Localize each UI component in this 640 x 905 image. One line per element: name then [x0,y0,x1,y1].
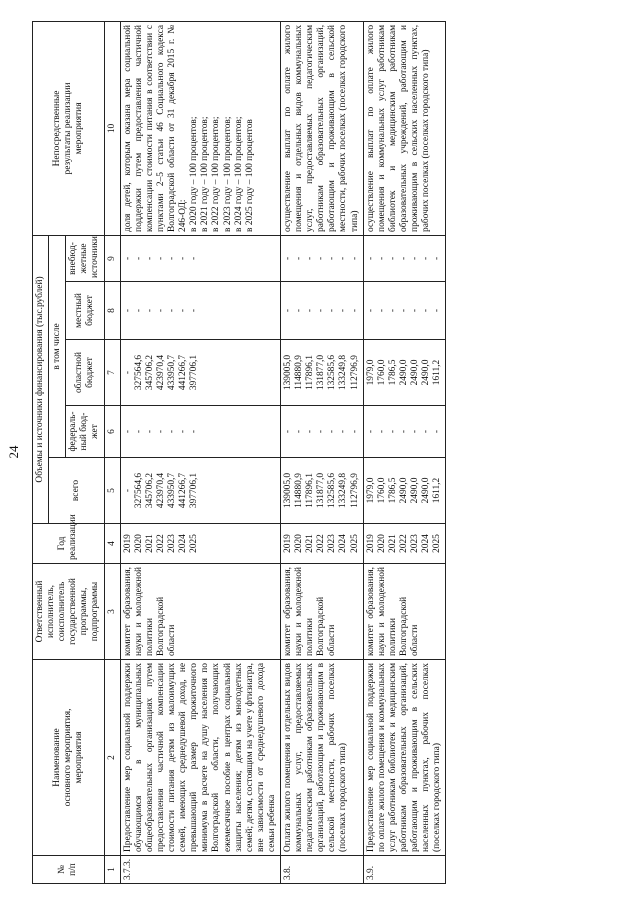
years-list: 2019 2020 2021 2022 2023 2024 2025 [363,524,446,564]
header-federal: федераль- ный бюд- жет [66,406,104,458]
index-cell: 1 [104,856,120,884]
regional-values: 1979,0 1760,0 1786,5 2490,0 2490,0 2490,0 1611,2 [363,340,446,406]
index-cell: 4 [104,524,120,564]
header-year: Год реализации [33,524,105,564]
header-incl: в том числе [49,235,66,457]
extra-values: - - - - - - - [280,235,363,281]
index-cell: 9 [104,235,120,281]
local-values: - - - - - - - [363,282,446,340]
federal-values: - - - - - - - [120,406,280,458]
responsible-executor: комитет образования, науки и молодежной политики Волгоградской области [363,564,446,660]
table-row [280,21,363,883]
index-cell: 7 [104,340,120,406]
header-results: Непосредственные результаты реализации мероприятия [33,21,105,235]
index-cell: 3 [104,564,120,660]
header-local: местный бюджет [66,282,104,340]
header-regional: областной бюджет [66,340,104,406]
measure-name: Предоставление мер социальной поддержки обучающимся в муниципальных общеобразовательных организациях путем предоставления частичной компенсации стоимости питания детям из малоимущих семей, имеющих среднедушевой доход, не превышающий размер прожиточного минимума в расчете на душу населения по Волгоградской области, получающих ежемесячное пособие в центрах социальной защиты населения; детям из многодетных семей; детям, состоящим на учете у фтизиатра, вне зависимости от среднедушевого дохода семьи ребенка [120,660,280,856]
years-list: 2019 2020 2021 2022 2023 2024 2025 [280,524,363,564]
row-number: 3.9. [363,856,446,884]
responsible-executor: комитет образования, науки и молодежной политики Волгоградской области [120,564,280,660]
results-text: осуществление выплат по оплате жилого помещения и отдельных видов коммунальных услуг, предоставляемых педагогическим работникам образовательных организаций, работающим и проживающим в сельской местности, рабочих поселках (поселках городского типа) [280,21,363,235]
local-values: - - - - - - - [120,282,280,340]
row-number: 3.7.3. [120,856,280,884]
program-table [32,21,446,884]
page-number: 24 [6,445,21,459]
results-text: осуществление выплат по оплате жилого помещения и коммунальных услуг работникам библиотек и медицинским работникам образовательных учреждений, работающим и проживающим в сельских населенных пунктах, рабочих поселках (поселках городского типа) [363,21,446,235]
federal-values: - - - - - - - [363,406,446,458]
local-values: - - - - - - - [280,282,363,340]
extra-values: - - - - - - - [363,235,446,281]
header-no: № п/п [33,856,105,884]
table-row [120,21,280,883]
table-row [363,21,446,883]
index-cell: 10 [104,21,120,235]
index-cell: 2 [104,660,120,856]
index-cell: 6 [104,406,120,458]
federal-values: - - - - - - - [280,406,363,458]
index-cell: 8 [104,282,120,340]
header-extra: внебюд- жетные источники [66,235,104,281]
years-list: 2019 2020 2021 2022 2023 2024 2025 [120,524,280,564]
column-index-row [104,21,120,883]
header-total: всего [49,458,104,524]
measure-name: Предоставление мер социальной поддержки по оплате жилого помещения и коммунальных услуг работникам библиотек и медицинским работникам образовательных организаций, работающим и проживающим в сельских населенных пунктах, рабочих поселках (поселках городского типа) [363,660,446,856]
header-responsible: Ответственный исполнитель, соисполнитель государственной программы, подпрограммы [33,564,105,660]
measure-name: Оплата жилого помещения и отдельных видов коммунальных услуг, предоставляемых педагогическим работникам образовательных организаций, работающим и проживающим в сельской местности, рабочих поселках (поселках городского типа) [280,660,363,856]
total-values: 1979,0 1760,0 1786,5 2490,0 2490,0 2490,0 1611,2 [363,458,446,524]
regional-values: - 327564,6 345706,2 423970,4 433950,7 441266,7 397706,1 [120,340,280,406]
header-volumes: Объемы и источники финансирования (тыс.рублей) [33,235,49,523]
responsible-executor: комитет образования, науки и молодежной политики Волгоградской области [280,564,363,660]
rotated-landscape-sheet [6,12,630,892]
extra-values: - - - - - - - [120,235,280,281]
total-values: 139005,0 114880,9 117896,1 131877,0 132585,6 133249,8 112796,9 [280,458,363,524]
total-values: - 327564,6 345706,2 423970,4 433950,7 441266,7 397706,1 [120,458,280,524]
regional-values: 139005,0 114880,9 117896,1 131877,0 132585,6 133249,8 112796,9 [280,340,363,406]
document-page [6,12,630,892]
results-text: доля детей, которым оказана мера социальной поддержки путем предоставления частичной компенсации стоимости питания в соответствии с пунктами 2–5 статьи 46 Социального кодекса Волгоградской области от 31 декабря 2015 г. № 246-ОД: в 2020 году – 100 процентов; в 2021 году – 100 процентов; в 2022 году – 100 процентов; в 2023 году – 100 процентов; в 2024 году – 100 процентов; в 2025 году – 100 процентов [120,21,280,235]
header-name: Наименование основного мероприятия, мероприятия [33,660,105,856]
row-number: 3.8. [280,856,363,884]
index-cell: 5 [104,458,120,524]
